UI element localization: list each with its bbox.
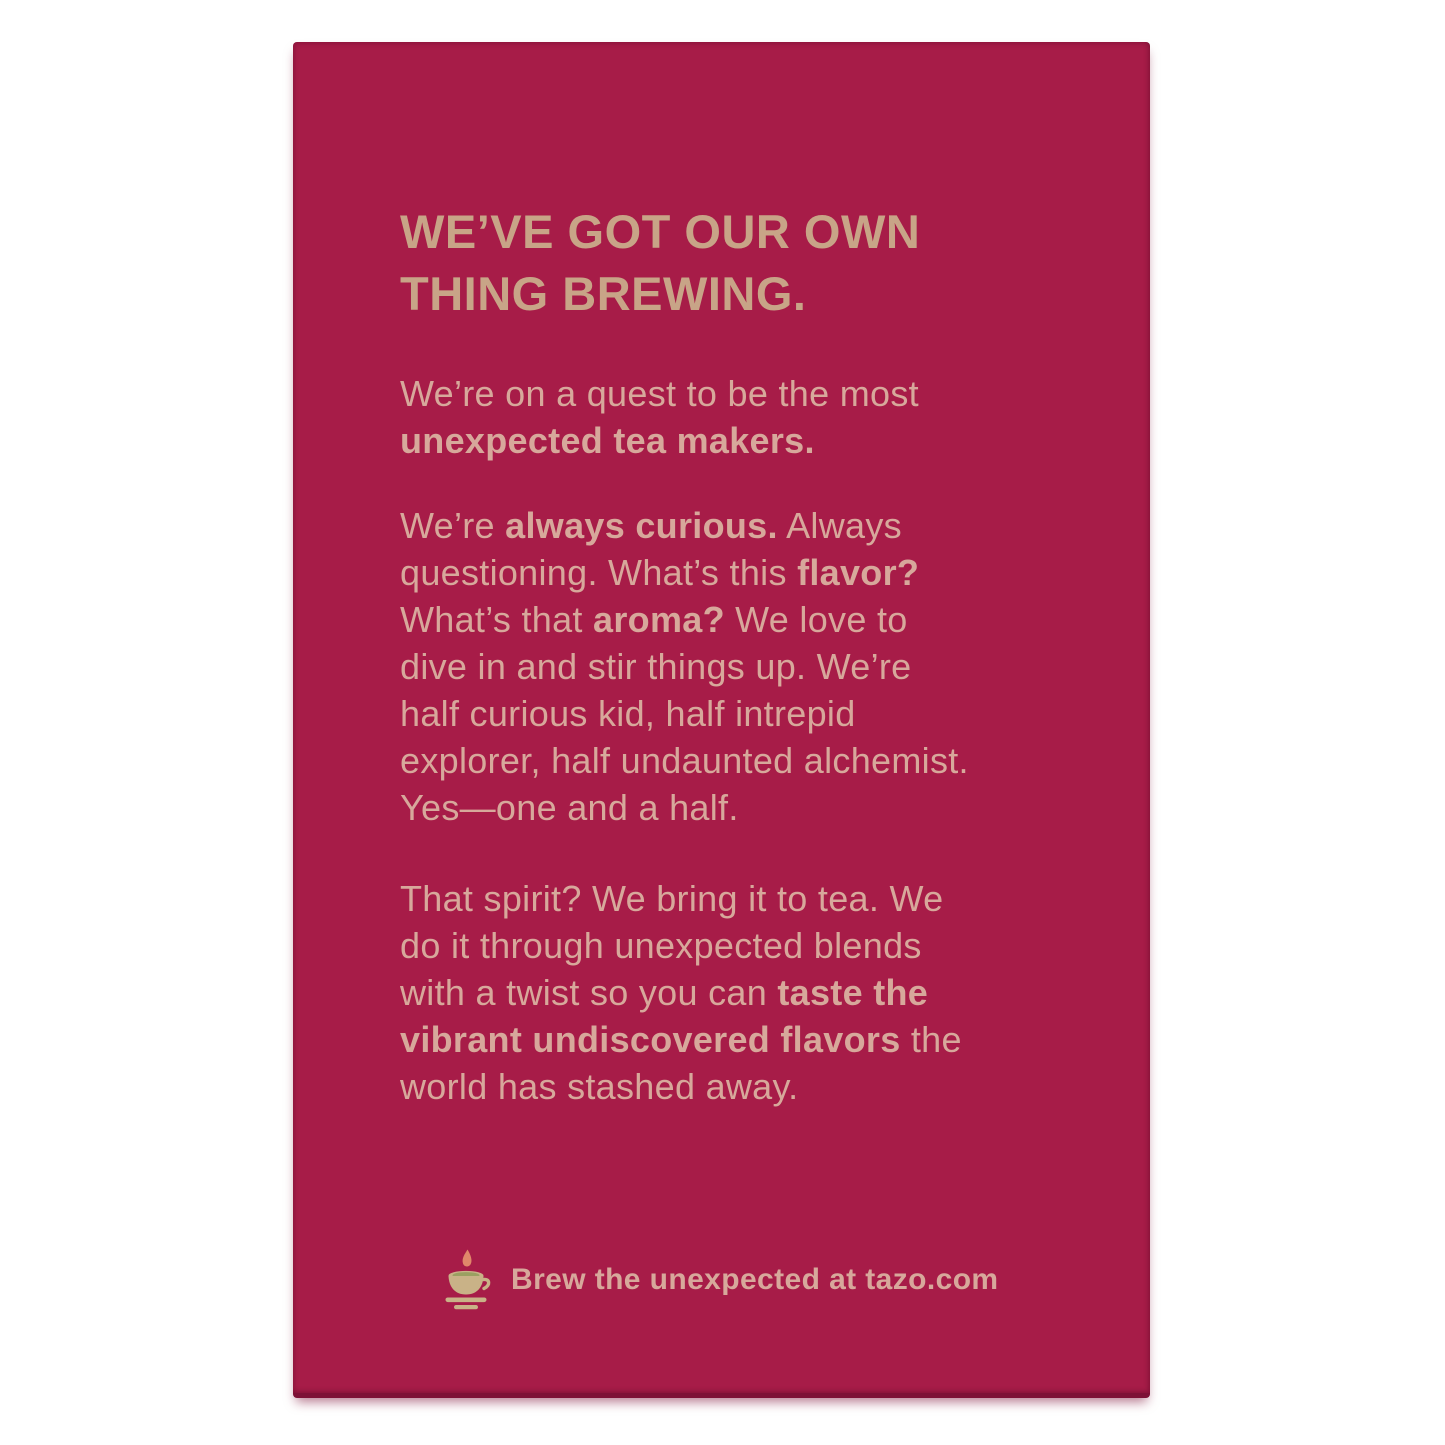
tea-box-back-panel [293,42,1150,1398]
text-line: unexpected tea makers. [400,420,815,461]
text-line: do it through unexpected blends [400,925,922,966]
text-line: vibrant undiscovered flavors the [400,1019,962,1060]
text-line: with a twist so you can taste the [400,972,929,1013]
text-line: We’re on a quest to be the most [400,373,919,414]
text-line: world has stashed away. [400,1066,799,1107]
footer-tagline-row [437,1244,999,1316]
text-line: That spirit? We bring it to tea. We [400,878,944,919]
teacup-steam-icon [437,1249,495,1311]
text-line: explorer, half undaunted alchemist. [400,740,969,781]
text-line: THING BREWING. [400,267,807,320]
spirit-paragraph [400,875,962,1110]
text-line: questioning. What’s this flavor? [400,552,920,593]
text-line: What’s that aroma? We love to [400,599,908,640]
text-line: half curious kid, half intrepid [400,693,856,734]
curiosity-paragraph [400,502,969,831]
intro-paragraph [400,370,919,464]
footer-tagline: Brew the unexpected at tazo.com [511,1263,999,1296]
text-line: We’re always curious. Always [400,505,902,546]
text-line: Yes—one and a half. [400,787,739,828]
text-line: dive in and stir things up. We’re [400,646,912,687]
text-line: WE’VE GOT OUR OWN [400,205,921,258]
headline [400,201,920,325]
